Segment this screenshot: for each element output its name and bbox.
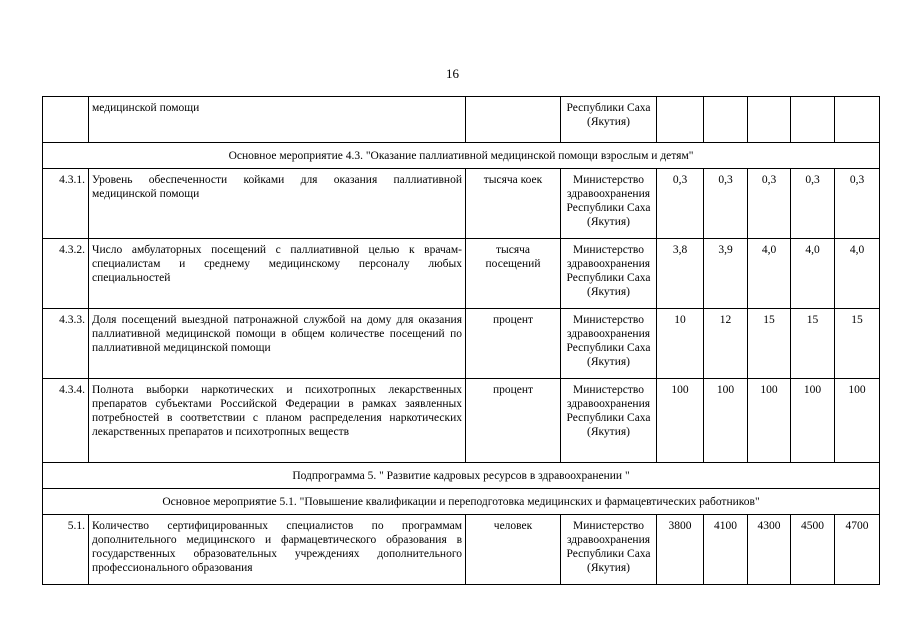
- value-cell: 100: [704, 379, 748, 463]
- table-row: [43, 515, 880, 585]
- section-header-row: [43, 463, 880, 489]
- value-cell: [657, 97, 704, 143]
- value-cell: 4,0: [748, 239, 791, 309]
- responsible-cell: Министерство здравоохранения Республики Саха (Якутия): [561, 239, 657, 309]
- responsible-cell: Министерство здравоохранения Республики Саха (Якутия): [561, 309, 657, 379]
- row-number: [43, 97, 89, 143]
- value-cell: [748, 97, 791, 143]
- unit-cell: тысяча посещений: [466, 239, 561, 309]
- unit-cell: процент: [466, 379, 561, 463]
- page-number: 16: [446, 66, 459, 81]
- row-number: 4.3.4.: [43, 379, 89, 463]
- value-cell: 3800: [657, 515, 704, 585]
- row-number: 4.3.1.: [43, 169, 89, 239]
- value-cell: 0,3: [835, 169, 880, 239]
- table-row: [43, 239, 880, 309]
- value-cell: 0,3: [748, 169, 791, 239]
- value-cell: 4500: [791, 515, 835, 585]
- value-cell: [704, 97, 748, 143]
- responsible-cell: Министерство здравоохранения Республики Саха (Якутия): [561, 379, 657, 463]
- value-cell: 0,3: [791, 169, 835, 239]
- value-cell: 100: [791, 379, 835, 463]
- table-row: [43, 97, 880, 143]
- value-cell: 0,3: [704, 169, 748, 239]
- section-header-row: [43, 143, 880, 169]
- value-cell: 15: [835, 309, 880, 379]
- value-cell: [835, 97, 880, 143]
- value-cell: 4,0: [791, 239, 835, 309]
- value-cell: 3,8: [657, 239, 704, 309]
- table-row: [43, 309, 880, 379]
- section-header-row: [43, 489, 880, 515]
- value-cell: 15: [748, 309, 791, 379]
- responsible-cell: Министерство здравоохранения Республики Саха (Якутия): [561, 515, 657, 585]
- table-row: [43, 169, 880, 239]
- responsible-cell: Министерство здравоохранения Республики Саха (Якутия): [561, 169, 657, 239]
- indicator-name: Уровень обеспеченности койками для оказания паллиативной медицинской помощи: [89, 169, 466, 239]
- indicator-name: Число амбулаторных посещений с паллиативной целью к врачам-специалистам и среднему медицинскому персоналу любых специальностей: [89, 239, 466, 309]
- section-title: Основное мероприятие 4.3. "Оказание паллиативной медицинской помощи взрослым и детям": [43, 143, 880, 169]
- value-cell: [791, 97, 835, 143]
- indicator-name: Доля посещений выездной патронажной службой на дому для оказания паллиативной медицинской помощи в общем количестве посещений по паллиативной медицинской помощи: [89, 309, 466, 379]
- indicator-name: Полнота выборки наркотических и психотропных лекарственных препаратов субъектами Российской Федерации в рамках заявленных потребностей в соответствии с планом распределения наркотических лекарственных препаратов и психотропных веществ: [89, 379, 466, 463]
- indicator-name: Количество сертифицированных специалистов по программам дополнительного медицинского и фармацевтического образования в государственных образовательных учреждениях дополнительного профессионального образования: [89, 515, 466, 585]
- row-number: 4.3.2.: [43, 239, 89, 309]
- section-title: Подпрограмма 5. " Развитие кадровых ресурсов в здравоохранении ": [43, 463, 880, 489]
- value-cell: 100: [748, 379, 791, 463]
- table-row: [43, 379, 880, 463]
- row-number: 4.3.3.: [43, 309, 89, 379]
- value-cell: 10: [657, 309, 704, 379]
- row-number: 5.1.: [43, 515, 89, 585]
- value-cell: 4,0: [835, 239, 880, 309]
- value-cell: 4100: [704, 515, 748, 585]
- value-cell: 12: [704, 309, 748, 379]
- value-cell: 3,9: [704, 239, 748, 309]
- unit-cell: процент: [466, 309, 561, 379]
- indicator-name: медицинской помощи: [89, 97, 466, 143]
- unit-cell: тысяча коек: [466, 169, 561, 239]
- value-cell: 4300: [748, 515, 791, 585]
- value-cell: 100: [835, 379, 880, 463]
- unit-cell: [466, 97, 561, 143]
- responsible-cell: Республики Саха (Якутия): [561, 97, 657, 143]
- value-cell: 15: [791, 309, 835, 379]
- value-cell: 0,3: [657, 169, 704, 239]
- value-cell: 100: [657, 379, 704, 463]
- unit-cell: человек: [466, 515, 561, 585]
- section-title: Основное мероприятие 5.1. "Повышение квалификации и переподготовка медицинских и фармацевтических работников": [43, 489, 880, 515]
- indicators-table: [42, 96, 880, 585]
- value-cell: 4700: [835, 515, 880, 585]
